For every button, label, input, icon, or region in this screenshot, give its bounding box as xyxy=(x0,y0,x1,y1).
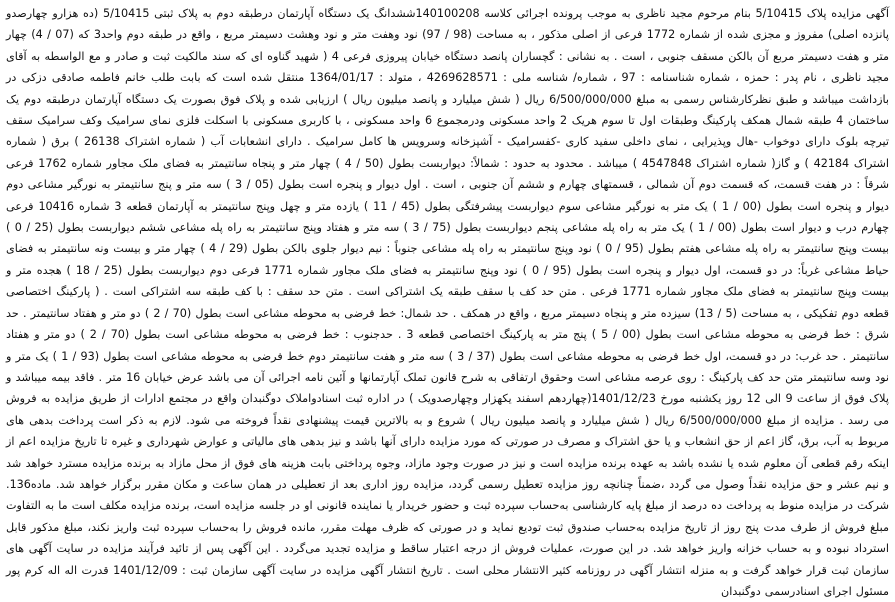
auction-notice-text: آگهی مزایده پلاک 5/10415 بنام مرحوم مجید ناظری به موجب پرونده اجرائی کلاسه 140100208ششدانگ یک دستگاه آپارتمان درطبقه دوم به پلاک ثبتی 5/10415 (ده هزارو چهارصدو پانزده اصلی) مفروز و مجزی شده از شماره 1772 فرعی از اصلی مذکور ، به مساحت (98 / 97) نود وهفت متر و نود وهشت دسیمتر مربع ، واقع در طبقه دوم واحد3 که (07 / 4) چهار متر و هفت دسیمتر مربع آن بالکن مسقف جنوبی ، است . به نشانی : گچساران پانصد دستگاه خیابان پیروزی فرعی 4 ( شهید گناوه ای که سند مالکیت ثبت و صادر و مع الواسطه به آقای مجید ناظری ، نام پدر : حمزه ، شماره شناسنامه : 97 ، شماره/ شناسه ملی : 4269628571 ، متولد : 1364/01/17 منتقل شده است که بابت طلب خانم فاطمه صادقی دزکی در بازداشت میباشد و طبق نظرکارشناس رسمی به مبلغ 6/500/000/000 ریال ( شش میلیارد و پانصد میلیون ریال ) ارزیابی شده و پلاک فوق بصورت یک دستگاه آپارتمان درطبقه دوم یک ساختمان 4 طبقه شمال همکف پارکینگ وطبقات اول تا سوم هریک 2 واحد مسکونی ودرمجموع 6 واحد مسکونی ، با کاربری مسکونی با اسکلت فلزی نمای سرامیک وکف سرامیک سقف تیرچه بلوک دارای دوخواب -هال وپذیرایی ، نمای داخلی سفید کاری -کفسرامیک - آشپزخانه وسرویس ها کامل سرامیک . دارای انشعابات آب ( شماره اشتراک 26138 ) برق ( شماره اشتراک 42184 ) و گاز( شماره اشتراک 4547848 ) میباشد . محدود به حدود : شمالاً: دیواربست بطول (50 / 4 ) چهار متر و پنجاه سانتیمتر به فضای ملک مجاور شماره 1762 فرعی شرقاً : در هفت قسمت، که قسمت دوم آن شمالی ، قسمتهای چهارم و ششم آن جنوبی ، است . اول دیوار و پنجره است بطول (05 / 3 ) سه متر و پنج سانتیمتر به نورگیر مشاعی دوم دیوار و پنجره است بطول (00 / 1 ) یک متر به نورگیر مشاعی سوم دیواربست پیشرفتگی بطول (45 / 11 ) یازده متر و چهل وپنج سانتیمتر به آپارتمان قطعه 3 شماره 10416 فرعی چهارم درب و دیوار است بطول (00 / 1 ) یک متر به راه پله مشاعی پنجم دیواربست بطول (75 / 3 ) سه متر و هفتاد وپنج سانتیمتر به راه پله مشاعی ششم دیواربست بطول (25 / 0 ) بیست وپنج سانتیمتر به راه پله مشاعی هفتم بطول (95 / 0 ) نود وپنج سانتیمتر به راه پله مشاعی جنوباً : نیم دیوار جلوی بالکن بطول (29 / 4 ) چهار متر و بیست ونه سانتیمتر به فضای حیاط مشاعی غرباً: در دو قسمت، اول دیوار و پنجره است بطول (95 / 0 ) نود وپنج سانتیمتر به فضای ملک مجاور شماره 1771 فرعی دوم دیواربست بطول (25 / 18 ) هجده متر و بیست وپنج سانتیمتر به فضای ملک مجاور شماره 1771 فرعی . متن حد کف با سقف طبقه یک اشتراکی است . متن حد سقف : با کف طبقه سه اشتراکی است . ( پارکینگ اختصاصی قطعه دوم تفکیکی ، به مساحت (5 / 13) سیزده متر و پنجاه دسیمتر مربع ، واقع در همکف . حد شمال: خط فرضی به محوطه مشاعی است بطول (70 / 2 ) دو متر و هفتاد سانتیمتر . حد شرق : خط فرضی به محوطه مشاعی است بطول (00 / 5 ) پنج متر به پارکینگ اختصاصی قطعه 3 . حدجنوب : خط فرضی به محوطه مشاعی است بطول (70 / 2 ) دو متر و هفتاد سانتیمتر . حد غرب: در دو قسمت، اول خط فرضی به محوطه مشاعی است بطول (37 / 3 ) سه متر و هفت سانتیمتر دوم خط فرضی به محوطه مشاعی است بطول (93 / 1 ) یک متر و نود وسه سانتیمتر متن حد کف پارکینگ : روی عرصه مشاعی است وحقوق ارتفاقی به شرح قانون تملک آپارتمانها و آئین نامه اجرائی آن می باشد عرض خیابان 16 متر . فاقد بیمه میباشد و پلاک فوق از ساعت 9 الی 12 روز یکشنبه مورخ 1401/12/23(چهاردهم اسفند یکهزار وچهارصدویک ) در اداره ثبت اسنادواملاک دوگنبدان واقع در مجتمع ادارات از طریق مزایده به فروش می رسد . مزایده از مبلغ 6/500/000/000 ریال ( شش میلیارد و پانصد میلیون ریال ) شروع و به بالاترین قیمت پیشنهادی نقداً فروخته می شود. لازم به ذکر است پرداخت بدهی های مربوط به آب، برق، گاز اعم از حق انشعاب و یا حق اشتراک و مصرف در صورتی که مورد مزایده دارای آنها باشد و نیز بدهی های مالیاتی و عوارض شهرداری و غیره تا تاریخ مزایده اعم از اینکه رقم قطعی آن معلوم شده یا نشده باشد به عهده برنده مزایده است و نیز در صورت وجود مازاد، وجوه پرداختی بابت هزینه های فوق از محل مازاد به برنده مزایده مسترد خواهد شد و نیم عشر و حق مزایده نقداً وصول می گردد ،ضمناً چنانچه روز مزایده تعطیل رسمی گردد، مزایده روز اداری بعد از تعطیلی در همان ساعت و مکان مقرر برگزار خواهد شد. ماده136. شرکت در مزایده منوط به پرداخت ده درصد از مبلغ پایه کارشناسی به‌حساب سپرده ثبت و حضور خریدار یا نماینده قانونی او در جلسه مزایده است، برنده مزایده مکلف است ما به التفاوت مبلغ فروش از طرف مدت پنج روز از تاریخ مزایده به‌حساب صندوق ثبت تودیع نماید و در صورتی که ظرف مهلت مقرر، مانده فروش را به‌حساب سپرده ثبت واریز نکند، مبلغ مذکور قابل استرداد نبوده و به حساب خزانه واریز خواهد شد. در این صورت، عملیات فروش از درجه اعتبار ساقط و مزایده تجدید می‌گردد . این آگهی پس از تائید فرآیند مزایده در سایت آگهی های سازمان ثبت قرار خواهد گرفت و به منزله انتشار آگهی در روزنامه کثیر الانتشار محلی است . تاریخ انتشار آگهی مزایده در سایت آگهی سازمان ثبت : 1401/12/09 قدرت اله اله کرم پور مسئول اجرای اسنادرسمی دوگنبدان xyxy=(6,7,890,598)
